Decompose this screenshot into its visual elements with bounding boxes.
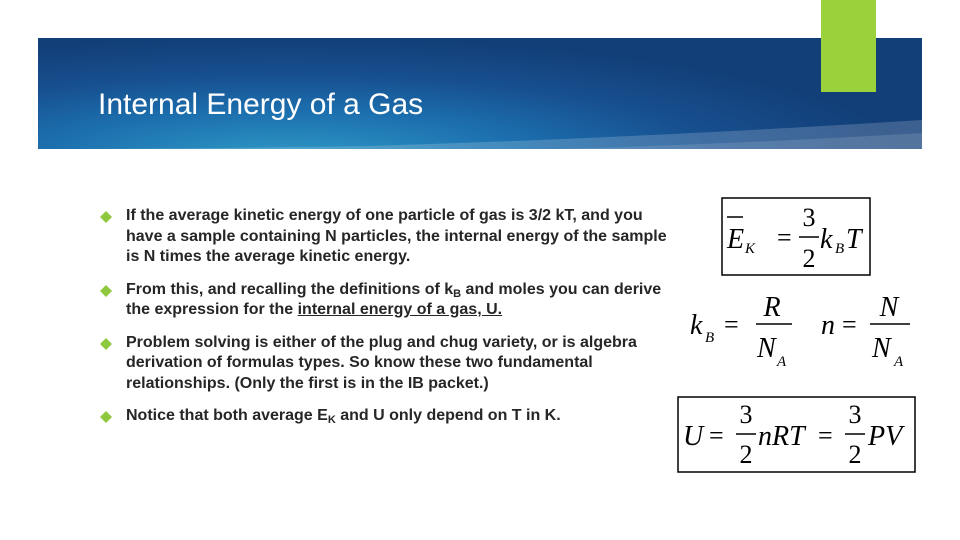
diamond-bullet-icon (100, 211, 112, 223)
kb-denominator: N (757, 333, 776, 364)
u-denominator-2: 2 (848, 440, 862, 469)
bullet-text-part: From this, and recalling the definitions of k (126, 280, 454, 298)
moles-equation (818, 288, 918, 368)
kb-symbol: k (690, 310, 703, 341)
slide-title: Internal Energy of a Gas (98, 88, 424, 121)
equals-sign: = (842, 310, 857, 339)
bullet-text: Problem solving is either of the plug and chug variety, or is algebra derivation of formulas types. So know these two fundamental relationships. (Only the first is in the IB packet.) (126, 333, 637, 392)
bullet-item (100, 206, 668, 268)
boltzmann-constant-equation (688, 288, 798, 368)
kb-numerator: R (763, 292, 781, 323)
equals-sign: = (724, 310, 739, 339)
ek-numerator: 3 (802, 203, 816, 232)
bullet-text-part: Notice that both average E (126, 407, 328, 424)
u-pv-term: PV (868, 421, 903, 452)
bullet-text: If the average kinetic energy of one particle of gas is 3/2 kT, and you have a sample containing N particles, the internal energy of the sample is N times the average kinetic energy. (126, 207, 667, 265)
bullet-item (100, 406, 668, 427)
bullet-text (126, 406, 668, 427)
green-accent-bar (821, 0, 876, 92)
ek-subscript: K (745, 241, 756, 257)
n-denominator: N (872, 333, 891, 364)
bullet-item (100, 280, 668, 321)
ek-t-symbol: T (846, 224, 862, 255)
bullet-text (126, 280, 668, 321)
equals-sign: = (818, 421, 833, 450)
underlined-text: internal energy of a gas, U. (297, 301, 503, 318)
diamond-bullet-icon (100, 285, 112, 297)
n-denominator-subscript: A (894, 354, 904, 368)
kb-subscript: B (705, 330, 715, 346)
u-numerator-2: 3 (848, 400, 862, 429)
kinetic-energy-equation (721, 197, 871, 277)
bullet-item (100, 333, 668, 395)
u-numerator-1: 3 (739, 400, 753, 429)
title-banner (38, 38, 922, 149)
kb-denominator-subscript: A (777, 354, 787, 368)
subscript: K (327, 414, 336, 426)
bullet-text-part: and U only depend on T in K. (335, 407, 561, 424)
ek-k-subscript: B (835, 241, 845, 257)
n-symbol: n (821, 310, 835, 341)
equals-sign: = (709, 421, 724, 450)
u-denominator-1: 2 (739, 440, 753, 469)
equals-sign: = (777, 223, 792, 252)
ek-denominator: 2 (802, 244, 816, 273)
n-numerator: N (879, 292, 899, 323)
ek-symbol: E (727, 224, 745, 255)
bullet-text-part: and moles you can derive the expression for the (126, 280, 662, 318)
diamond-bullet-icon (100, 411, 112, 423)
internal-energy-equation (677, 396, 917, 474)
u-nrt-term: nRT (758, 421, 805, 452)
u-symbol: U (683, 421, 704, 452)
ek-k-symbol: k (820, 224, 833, 255)
subscript: B (453, 287, 462, 300)
bullet-list (100, 206, 668, 439)
diamond-bullet-icon (100, 338, 112, 350)
